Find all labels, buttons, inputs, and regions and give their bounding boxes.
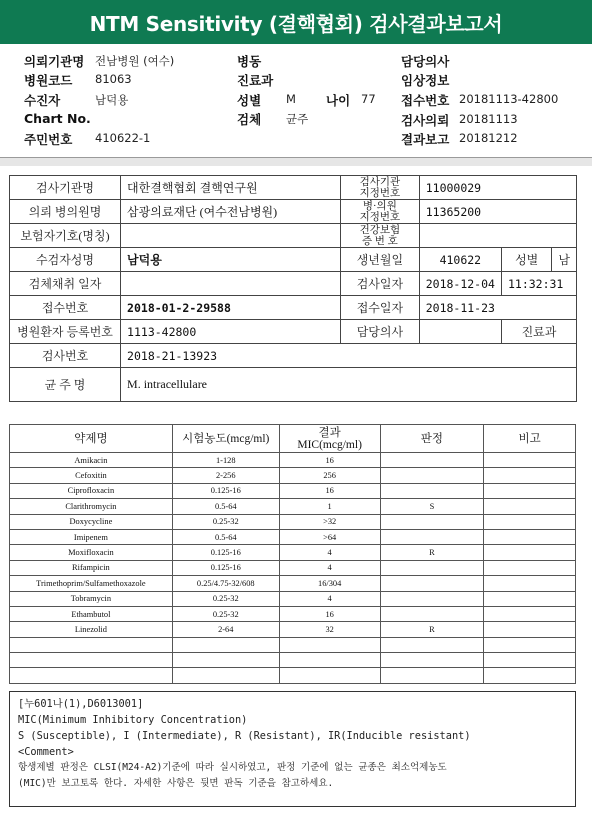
cell-drug: Clarithromycin — [10, 499, 173, 514]
cell-conc: 0.25-32 — [172, 514, 279, 529]
cell-drug: Linezolid — [10, 622, 173, 637]
test-detail-table — [9, 175, 577, 402]
cell-empty — [380, 668, 484, 683]
notes-box — [9, 691, 576, 807]
reg-label: 병원환자 등록번호 — [10, 320, 121, 344]
empty-row — [10, 653, 576, 668]
test-time: 11:32:31 — [501, 272, 576, 296]
cell-mic: >32 — [279, 514, 380, 529]
cell-mic: 16 — [279, 453, 380, 468]
age-label: 나이 — [326, 93, 351, 108]
cell-remark — [484, 499, 576, 514]
cell-empty — [10, 653, 173, 668]
patient-name: 남덕용 — [121, 248, 341, 272]
receipt-date: 2018-11-23 — [419, 296, 576, 320]
hospital-name: 전남병원 (여수) — [95, 54, 175, 68]
req-hosp-label: 의뢰 병의원명 — [10, 200, 121, 224]
table-row — [10, 622, 576, 637]
cell-empty — [380, 637, 484, 652]
species-name: M. intracellulare — [121, 368, 577, 402]
table-row — [10, 514, 576, 529]
cell-mic: >64 — [279, 529, 380, 544]
table-row — [10, 468, 576, 483]
cell-conc: 1-128 — [172, 453, 279, 468]
cell-empty — [484, 668, 576, 683]
table-row — [10, 483, 576, 498]
req-hosp-id-label: 병·의원 지정번호 — [341, 200, 420, 224]
cell-mic: 16 — [279, 483, 380, 498]
cell-conc: 2-256 — [172, 468, 279, 483]
specimen-label: 검체 — [237, 112, 262, 127]
cell-empty — [484, 637, 576, 652]
cell-drug: Tobramycin — [10, 591, 173, 606]
cell-empty — [279, 637, 380, 652]
dob-label: 생년월일 — [341, 248, 420, 272]
cell-drug: Rifampicin — [10, 560, 173, 575]
cell-mic: 256 — [279, 468, 380, 483]
cell-empty — [10, 637, 173, 652]
request-date: 20181113 — [459, 112, 518, 126]
mic-header: 결과 MIC(mcg/ml) — [279, 425, 380, 453]
specimen-value: 균주 — [286, 112, 309, 126]
species-label: 균 주 명 — [10, 368, 121, 402]
reg-number: 1113-42800 — [121, 320, 341, 344]
chart-label: Chart No. — [24, 111, 91, 126]
cell-remark — [484, 576, 576, 591]
age-value: 77 — [361, 92, 376, 106]
receipt-label: 접수번호 — [401, 93, 450, 108]
test-date: 2018-12-04 — [419, 272, 501, 296]
cell-remark — [484, 529, 576, 544]
cell-interp: S — [380, 499, 484, 514]
rrn-label: 주민번호 — [24, 132, 73, 147]
cell-drug: Moxifloxacin — [10, 545, 173, 560]
cell-remark — [484, 468, 576, 483]
cell-conc: 2-64 — [172, 622, 279, 637]
cell-remark — [484, 591, 576, 606]
sex-value: 남 — [552, 248, 577, 272]
req-hosp-id: 11365200 — [419, 200, 576, 224]
cell-interp — [380, 468, 484, 483]
empty-row — [10, 668, 576, 683]
cell-drug: Imipenem — [10, 529, 173, 544]
cell-empty — [172, 668, 279, 683]
cell-interp — [380, 591, 484, 606]
collect-label: 검체채취 일자 — [10, 272, 121, 296]
cell-interp — [380, 483, 484, 498]
rrn-value: 410622-1 — [95, 131, 151, 145]
empty-row — [10, 637, 576, 652]
notes-comment-1: 항생제별 판정은 CLSI(M24-A2)기준에 따라 실시하였고, 판정 기준에 없는 균종은 최소억제농도 — [18, 762, 447, 773]
cell-drug: Doxycycline — [10, 514, 173, 529]
notes-mic: MIC(Minimum Inhibitory Concentration) — [18, 714, 248, 726]
cell-mic: 1 — [279, 499, 380, 514]
sex-label: 성별 — [237, 93, 262, 108]
cell-interp: R — [380, 622, 484, 637]
cell-empty — [380, 653, 484, 668]
receipt-date-label: 접수일자 — [341, 296, 420, 320]
notes-code: [누601나(1),D6013001] — [18, 698, 144, 710]
cell-drug: Amikacin — [10, 453, 173, 468]
cell-interp — [380, 576, 484, 591]
hospital-code: 81063 — [95, 72, 132, 86]
table-row — [10, 499, 576, 514]
lab-id: 11000029 — [419, 176, 576, 200]
cell-remark — [484, 545, 576, 560]
health-id — [419, 224, 576, 248]
cell-remark — [484, 622, 576, 637]
sex-value: M — [286, 92, 296, 106]
cell-empty — [172, 637, 279, 652]
dept-label: 진료과 — [237, 73, 274, 88]
cell-conc: 0.25-32 — [172, 606, 279, 621]
report-label: 결과보고 — [401, 132, 450, 147]
cell-empty — [484, 653, 576, 668]
cell-mic: 4 — [279, 545, 380, 560]
receipt-number: 2018-01-2-29588 — [121, 296, 341, 320]
table-row — [10, 529, 576, 544]
cell-interp: R — [380, 545, 484, 560]
dob-value: 410622 — [419, 248, 501, 272]
table-row — [10, 606, 576, 621]
cell-mic: 16/304 — [279, 576, 380, 591]
interp-header: 판정 — [380, 425, 484, 453]
req-hosp: 삼광의료재단 (여수전남병원) — [121, 200, 341, 224]
cell-conc: 0.25-32 — [172, 591, 279, 606]
test-no: 2018-21-13923 — [121, 344, 577, 368]
notes-comment-label: <Comment> — [18, 746, 74, 758]
cell-conc: 0.5-64 — [172, 529, 279, 544]
insurance-value — [121, 224, 341, 248]
cell-mic: 16 — [279, 606, 380, 621]
cell-drug: Ciprofloxacin — [10, 483, 173, 498]
report-title: NTM Sensitivity (결핵협회) 검사결과보고서 — [0, 0, 592, 44]
hospital-code-label: 병원코드 — [24, 73, 73, 88]
cell-interp — [380, 514, 484, 529]
cell-mic: 4 — [279, 560, 380, 575]
cell-mic: 4 — [279, 591, 380, 606]
remark-header: 비고 — [484, 425, 576, 453]
section-divider — [0, 158, 592, 166]
report-date: 20181212 — [459, 131, 518, 145]
table-row — [10, 591, 576, 606]
cell-mic: 32 — [279, 622, 380, 637]
cell-empty — [10, 668, 173, 683]
doctor-label: 담당의사 — [401, 54, 450, 69]
cell-interp — [380, 560, 484, 575]
request-label: 검사의뢰 — [401, 113, 450, 128]
cell-empty — [172, 653, 279, 668]
susceptibility-table — [9, 424, 576, 684]
notes-legend: S (Susceptible), I (Intermediate), R (Resistant), IR(Inducible resistant) — [18, 730, 471, 742]
cell-empty — [279, 668, 380, 683]
patient-info-header — [0, 44, 592, 158]
notes-comment-2: (MIC)만 보고토록 한다. 자세한 사항은 뒷면 판독 기준을 참고하세요. — [18, 778, 334, 789]
receipt-number: 20181113-42800 — [459, 92, 559, 106]
dept-label: 진료과 — [501, 320, 576, 344]
insurance-label: 보험자기호(명칭) — [10, 224, 121, 248]
lab-id-label: 검사기관 지정번호 — [341, 176, 420, 200]
cell-conc: 0.125-16 — [172, 560, 279, 575]
cell-remark — [484, 514, 576, 529]
patient-name: 남덕용 — [95, 93, 129, 107]
cell-remark — [484, 560, 576, 575]
cell-remark — [484, 483, 576, 498]
cell-drug: Cefoxitin — [10, 468, 173, 483]
cell-interp — [380, 606, 484, 621]
test-date-label: 검사일자 — [341, 272, 420, 296]
collect-date — [121, 272, 341, 296]
patient-label: 수진자 — [24, 93, 61, 108]
cell-drug: Trimethoprim/Sulfamethoxazole — [10, 576, 173, 591]
cell-conc: 0.25/4.75-32/608 — [172, 576, 279, 591]
hospital-name-label: 의뢰기관명 — [24, 54, 85, 69]
clinical-label: 임상정보 — [401, 73, 450, 88]
receipt-label: 접수번호 — [10, 296, 121, 320]
lab-name-label: 검사기관명 — [10, 176, 121, 200]
cell-remark — [484, 453, 576, 468]
cell-interp — [380, 529, 484, 544]
cell-interp — [380, 453, 484, 468]
cell-remark — [484, 606, 576, 621]
cell-drug: Ethambutol — [10, 606, 173, 621]
cell-empty — [279, 653, 380, 668]
table-row — [10, 560, 576, 575]
table-row — [10, 453, 576, 468]
sex-label: 성별 — [501, 248, 551, 272]
test-no-label: 검사번호 — [10, 344, 121, 368]
doctor-value — [419, 320, 501, 344]
cell-conc: 0.125-16 — [172, 483, 279, 498]
cell-conc: 0.5-64 — [172, 499, 279, 514]
health-id-label: 건강보험 증 번 호 — [341, 224, 420, 248]
ward-label: 병동 — [237, 54, 262, 69]
drug-header: 약제명 — [10, 425, 173, 453]
cell-conc: 0.125-16 — [172, 545, 279, 560]
table-row — [10, 545, 576, 560]
lab-name: 대한결핵협회 결핵연구원 — [121, 176, 341, 200]
conc-header: 시험농도(mcg/ml) — [172, 425, 279, 453]
table-row — [10, 576, 576, 591]
patient-label: 수검자성명 — [10, 248, 121, 272]
doctor-label: 담당의사 — [341, 320, 420, 344]
